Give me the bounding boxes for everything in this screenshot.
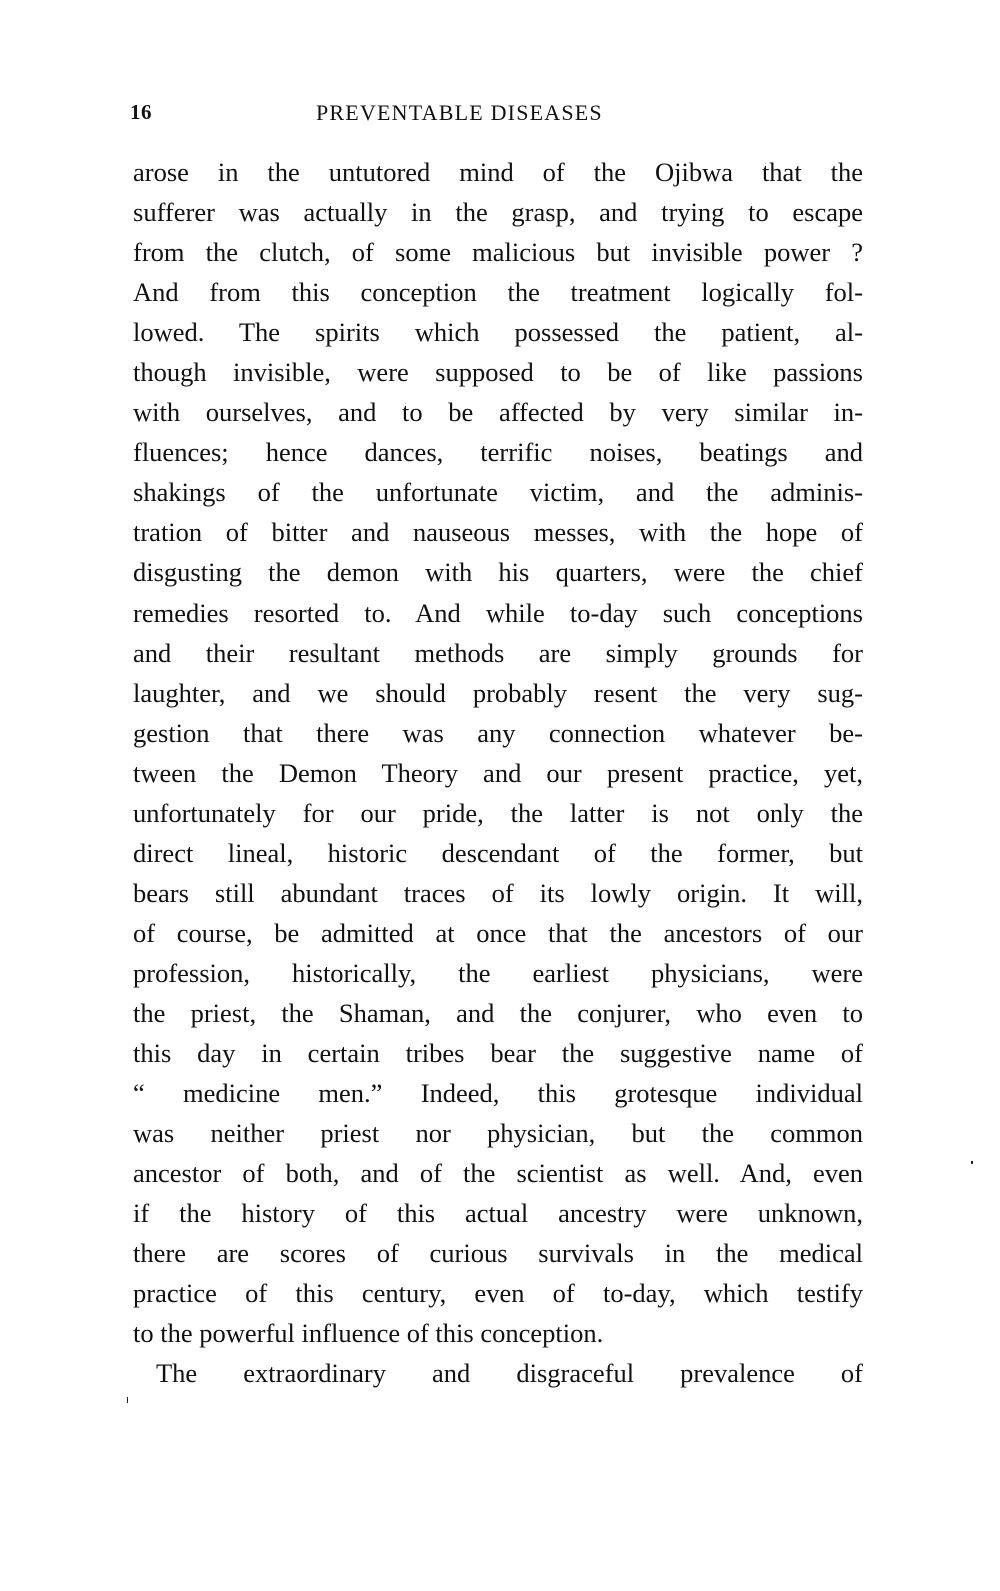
text-line: the priest, the Shaman, and the conjurer, who even to — [133, 997, 863, 1028]
running-head — [130, 100, 865, 132]
text-line: And from this conception the treatment logically fol- — [133, 277, 863, 308]
text-line: ancestor of both, and of the scientist as well. And, even — [133, 1158, 863, 1189]
text-line: there are scores of curious survivals in the medical — [133, 1238, 863, 1269]
text-line: unfortunately for our pride, the latter is not only the — [133, 797, 863, 828]
text-line: was neither priest nor physician, but the common — [133, 1118, 863, 1149]
text-line: tration of bitter and nauseous messes, with the hope of — [133, 517, 863, 548]
text-line: fluences; hence dances, terrific noises, beatings and — [133, 437, 863, 468]
text-line: arose in the untutored mind of the Ojibwa that the — [133, 157, 863, 187]
text-line: profession, historically, the earliest physicians, were — [133, 957, 863, 988]
text-line: with ourselves, and to be affected by very similar in- — [133, 397, 863, 428]
text-line: though invisible, were supposed to be of like passions — [133, 357, 863, 388]
text-line: shakings of the unfortunate victim, and the adminis- — [133, 477, 863, 508]
text-line: bears still abundant traces of its lowly origin. It will, — [133, 877, 863, 908]
scan-speck — [127, 1397, 128, 1403]
running-title: PREVENTABLE DISEASES — [316, 100, 603, 125]
paragraph-start-line: The extraordinary and disgraceful prevalence of — [156, 1358, 863, 1389]
text-line: gestion that there was any connection whatever be- — [133, 717, 863, 748]
text-line: lowed. The spirits which possessed the patient, al- — [133, 317, 863, 348]
text-line: of course, be admitted at once that the ancestors of our — [133, 917, 863, 948]
text-line: laughter, and we should probably resent the very sug- — [133, 677, 863, 708]
paragraph-end-line: to the powerful influence of this conception. — [133, 1318, 604, 1349]
text-line: and their resultant methods are simply grounds for — [133, 637, 863, 668]
scan-speck — [971, 1161, 973, 1164]
text-line: if the history of this actual ancestry were unknown, — [133, 1198, 863, 1229]
page-number: 16 — [130, 100, 152, 124]
text-line: “ medicine men.” Indeed, this grotesque individual — [133, 1078, 863, 1109]
text-line: remedies resorted to. And while to-day such conceptions — [133, 597, 863, 628]
body-text — [133, 152, 863, 1393]
text-line: direct lineal, historic descendant of the former, but — [133, 837, 863, 868]
text-line: sufferer was actually in the grasp, and trying to escape — [133, 197, 863, 228]
text-line: practice of this century, even of to-day, which testify — [133, 1278, 863, 1309]
text-line: tween the Demon Theory and our present practice, yet, — [133, 757, 863, 788]
text-line: this day in certain tribes bear the suggestive name of — [133, 1038, 863, 1069]
text-line: disgusting the demon with his quarters, were the chief — [133, 557, 863, 588]
text-line: from the clutch, of some malicious but invisible power ? — [133, 237, 863, 268]
